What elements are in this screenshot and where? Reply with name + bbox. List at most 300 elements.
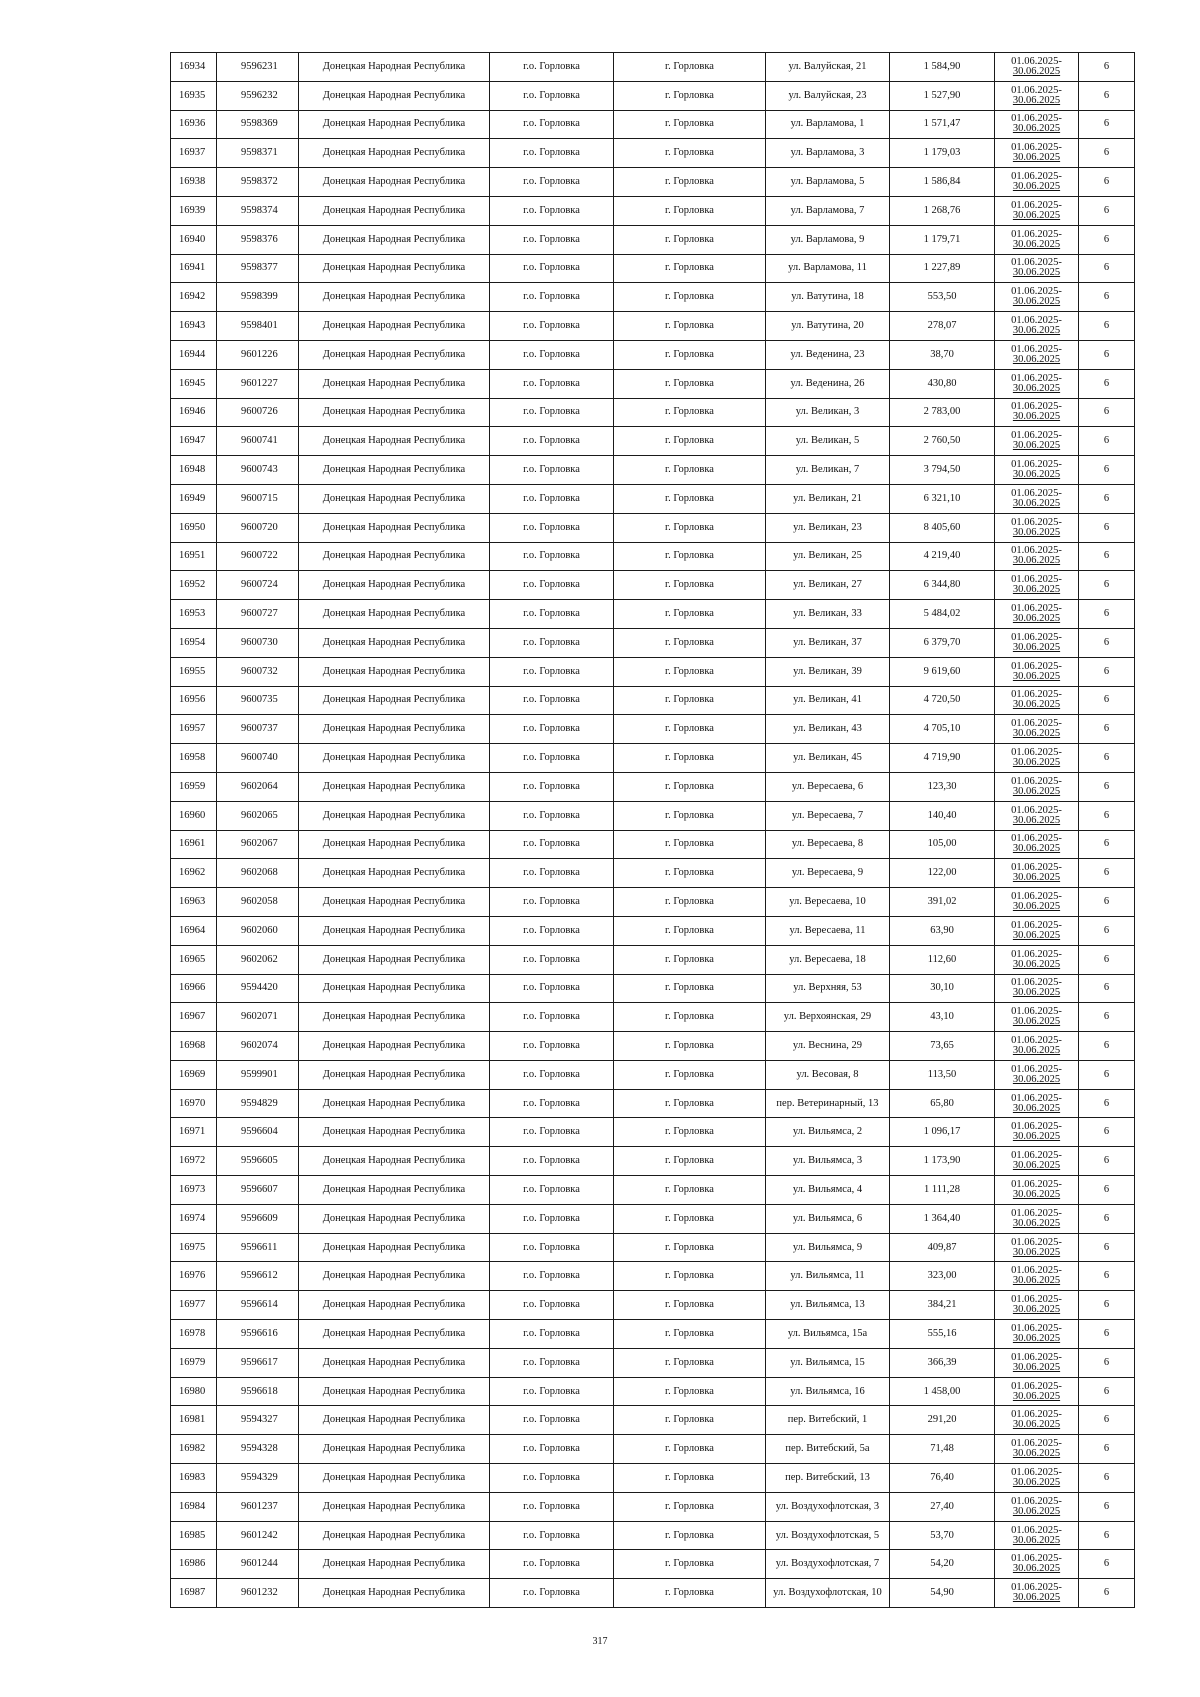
term-cell: 6 [1079,456,1135,485]
city-cell: г. Горловка [614,1579,766,1608]
object-code-cell: 9596609 [217,1204,299,1233]
district-cell: г.о. Горловка [490,600,614,629]
period-cell [995,254,1079,283]
address-cell: ул. Вильямса, 6 [766,1204,890,1233]
term-cell: 6 [1079,53,1135,82]
city-cell: г. Горловка [614,398,766,427]
district-cell: г.о. Горловка [490,1492,614,1521]
period-end: 30.06.2025 [1012,814,1061,826]
city-cell: г. Горловка [614,600,766,629]
object-code-cell: 9602064 [217,772,299,801]
table-row [171,628,1135,657]
period-cell [995,1060,1079,1089]
object-code-cell: 9602062 [217,945,299,974]
address-cell: ул. Весовая, 8 [766,1060,890,1089]
period-cell [995,600,1079,629]
term-cell: 6 [1079,1176,1135,1205]
object-code-cell: 9598376 [217,225,299,254]
region-cell: Донецкая Народная Республика [299,801,490,830]
value-cell: 27,40 [890,1492,995,1521]
period-end: 30.06.2025 [1012,411,1061,423]
period-end: 30.06.2025 [1012,382,1061,394]
term-cell: 6 [1079,139,1135,168]
term-cell: 6 [1079,1291,1135,1320]
table-row [171,571,1135,600]
row-number-cell: 16984 [171,1492,217,1521]
table-row [171,1118,1135,1147]
address-cell: ул. Великан, 37 [766,628,890,657]
region-cell: Донецкая Народная Республика [299,600,490,629]
address-cell: ул. Великан, 25 [766,542,890,571]
term-cell: 6 [1079,1032,1135,1061]
address-cell: ул. Воздухофлотская, 7 [766,1550,890,1579]
period-start: 01.06.2025- [1011,171,1062,183]
period-cell [995,1464,1079,1493]
value-cell: 1 571,47 [890,110,995,139]
region-cell: Донецкая Народная Республика [299,1579,490,1608]
row-number-cell: 16974 [171,1204,217,1233]
value-cell: 123,30 [890,772,995,801]
period-cell [995,1147,1079,1176]
value-cell: 76,40 [890,1464,995,1493]
object-code-cell: 9594327 [217,1406,299,1435]
period-start: 01.06.2025- [1011,545,1062,557]
period-end: 30.06.2025 [1012,670,1061,682]
period-cell [995,340,1079,369]
value-cell: 1 173,90 [890,1147,995,1176]
term-cell: 6 [1079,974,1135,1003]
table-row [171,1176,1135,1205]
period-cell [995,772,1079,801]
region-cell: Донецкая Народная Республика [299,1435,490,1464]
table-row [171,1147,1135,1176]
value-cell: 65,80 [890,1089,995,1118]
object-code-cell: 9599901 [217,1060,299,1089]
district-cell: г.о. Горловка [490,1118,614,1147]
value-cell: 1 584,90 [890,53,995,82]
address-cell: ул. Воздухофлотская, 5 [766,1521,890,1550]
city-cell: г. Горловка [614,484,766,513]
value-cell: 1 179,03 [890,139,995,168]
city-cell: г. Горловка [614,513,766,542]
period-start: 01.06.2025- [1011,1063,1062,1075]
object-code-cell: 9602067 [217,830,299,859]
table-row [171,686,1135,715]
table-row [171,1550,1135,1579]
address-cell: ул. Великан, 5 [766,427,890,456]
city-cell: г. Горловка [614,110,766,139]
row-number-cell: 16952 [171,571,217,600]
period-cell [995,456,1079,485]
region-cell: Донецкая Народная Республика [299,1118,490,1147]
address-cell: пер. Витебский, 1 [766,1406,890,1435]
region-cell: Донецкая Народная Республика [299,196,490,225]
row-number-cell: 16963 [171,888,217,917]
period-cell [995,916,1079,945]
period-cell [995,859,1079,888]
district-cell: г.о. Горловка [490,1060,614,1089]
address-cell: ул. Верхоянская, 29 [766,1003,890,1032]
region-cell: Донецкая Народная Республика [299,139,490,168]
row-number-cell: 16959 [171,772,217,801]
term-cell: 6 [1079,484,1135,513]
term-cell: 6 [1079,1320,1135,1349]
address-cell: ул. Воздухофлотская, 3 [766,1492,890,1521]
object-code-cell: 9594829 [217,1089,299,1118]
table-row [171,283,1135,312]
period-end: 30.06.2025 [1012,181,1061,193]
city-cell: г. Горловка [614,1406,766,1435]
district-cell: г.о. Горловка [490,974,614,1003]
value-cell: 4 720,50 [890,686,995,715]
object-code-cell: 9594420 [217,974,299,1003]
region-cell: Донецкая Народная Республика [299,110,490,139]
period-cell [995,1262,1079,1291]
table-row [171,772,1135,801]
value-cell: 73,65 [890,1032,995,1061]
address-cell: ул. Веденина, 26 [766,369,890,398]
period-cell [995,398,1079,427]
period-start: 01.06.2025- [1011,401,1062,413]
period-end: 30.06.2025 [1012,1476,1061,1488]
term-cell: 6 [1079,312,1135,341]
term-cell: 6 [1079,1204,1135,1233]
row-number-cell: 16958 [171,744,217,773]
period-cell [995,801,1079,830]
period-start: 01.06.2025- [1011,257,1062,269]
value-cell: 71,48 [890,1435,995,1464]
row-number-cell: 16953 [171,600,217,629]
district-cell: г.о. Горловка [490,1348,614,1377]
district-cell: г.о. Горловка [490,1147,614,1176]
object-code-cell: 9598374 [217,196,299,225]
district-cell: г.о. Горловка [490,340,614,369]
table-row [171,168,1135,197]
address-cell: ул. Вильямса, 15а [766,1320,890,1349]
district-cell: г.о. Горловка [490,1032,614,1061]
district-cell: г.о. Горловка [490,283,614,312]
object-code-cell: 9596604 [217,1118,299,1147]
city-cell: г. Горловка [614,916,766,945]
district-cell: г.о. Горловка [490,1579,614,1608]
region-cell: Донецкая Народная Республика [299,744,490,773]
address-cell: ул. Вересаева, 9 [766,859,890,888]
address-cell: ул. Великан, 27 [766,571,890,600]
address-cell: ул. Валуйская, 21 [766,53,890,82]
region-cell: Донецкая Народная Республика [299,1348,490,1377]
term-cell: 6 [1079,657,1135,686]
object-code-cell: 9601232 [217,1579,299,1608]
value-cell: 1 096,17 [890,1118,995,1147]
period-start: 01.06.2025- [1011,430,1062,442]
value-cell: 1 268,76 [890,196,995,225]
city-cell: г. Горловка [614,254,766,283]
city-cell: г. Горловка [614,1348,766,1377]
value-cell: 384,21 [890,1291,995,1320]
table-row [171,1291,1135,1320]
period-cell [995,513,1079,542]
period-start: 01.06.2025- [1011,487,1062,499]
object-code-cell: 9596617 [217,1348,299,1377]
row-number-cell: 16973 [171,1176,217,1205]
region-cell: Донецкая Народная Республика [299,772,490,801]
period-end: 30.06.2025 [1012,526,1061,538]
object-code-cell: 9600722 [217,542,299,571]
address-cell: ул. Великан, 21 [766,484,890,513]
term-cell: 6 [1079,1579,1135,1608]
period-cell [995,628,1079,657]
district-cell: г.о. Горловка [490,484,614,513]
district-cell: г.о. Горловка [490,513,614,542]
district-cell: г.о. Горловка [490,369,614,398]
term-cell: 6 [1079,1118,1135,1147]
city-cell: г. Горловка [614,1118,766,1147]
period-end: 30.06.2025 [1012,699,1061,711]
address-cell: ул. Веденина, 23 [766,340,890,369]
value-cell: 5 484,02 [890,600,995,629]
term-cell: 6 [1079,110,1135,139]
period-end: 30.06.2025 [1012,1131,1061,1143]
region-cell: Донецкая Народная Республика [299,254,490,283]
table-row [171,1089,1135,1118]
period-cell [995,484,1079,513]
period-start: 01.06.2025- [1011,1236,1062,1248]
district-cell: г.о. Горловка [490,254,614,283]
row-number-cell: 16946 [171,398,217,427]
period-start: 01.06.2025- [1011,919,1062,931]
district-cell: г.о. Горловка [490,139,614,168]
period-end: 30.06.2025 [1012,1390,1061,1402]
address-cell: ул. Великан, 41 [766,686,890,715]
period-end: 30.06.2025 [1012,929,1061,941]
period-end: 30.06.2025 [1012,1016,1061,1028]
district-cell: г.о. Горловка [490,456,614,485]
region-cell: Донецкая Народная Республика [299,513,490,542]
object-code-cell: 9596605 [217,1147,299,1176]
period-cell [995,81,1079,110]
table-row [171,1348,1135,1377]
period-start: 01.06.2025- [1011,1438,1062,1450]
row-number-cell: 16982 [171,1435,217,1464]
table-row [171,484,1135,513]
row-number-cell: 16960 [171,801,217,830]
table-row [171,254,1135,283]
address-cell: ул. Вересаева, 7 [766,801,890,830]
table-row [171,1406,1135,1435]
term-cell: 6 [1079,945,1135,974]
object-code-cell: 9600737 [217,715,299,744]
period-start: 01.06.2025- [1011,603,1062,615]
value-cell: 54,90 [890,1579,995,1608]
table-row [171,1233,1135,1262]
city-cell: г. Горловка [614,1320,766,1349]
value-cell: 140,40 [890,801,995,830]
table-body [171,53,1135,1608]
object-code-cell: 9600740 [217,744,299,773]
region-cell: Донецкая Народная Республика [299,1089,490,1118]
value-cell: 30,10 [890,974,995,1003]
district-cell: г.о. Горловка [490,888,614,917]
city-cell: г. Горловка [614,859,766,888]
table-row [171,139,1135,168]
period-cell [995,715,1079,744]
value-cell: 4 219,40 [890,542,995,571]
term-cell: 6 [1079,686,1135,715]
table-row [171,1464,1135,1493]
period-start: 01.06.2025- [1011,343,1062,355]
value-cell: 1 111,28 [890,1176,995,1205]
region-cell: Донецкая Народная Республика [299,1291,490,1320]
address-cell: ул. Варламова, 5 [766,168,890,197]
city-cell: г. Горловка [614,456,766,485]
region-cell: Донецкая Народная Республика [299,888,490,917]
period-end: 30.06.2025 [1012,1275,1061,1287]
object-code-cell: 9600730 [217,628,299,657]
district-cell: г.о. Горловка [490,859,614,888]
term-cell: 6 [1079,398,1135,427]
table-row [171,715,1135,744]
district-cell: г.о. Горловка [490,312,614,341]
city-cell: г. Горловка [614,830,766,859]
region-cell: Донецкая Народная Республика [299,53,490,82]
object-code-cell: 9601237 [217,1492,299,1521]
region-cell: Донецкая Народная Республика [299,1147,490,1176]
period-end: 30.06.2025 [1012,641,1061,653]
period-end: 30.06.2025 [1012,757,1061,769]
region-cell: Донецкая Народная Республика [299,1377,490,1406]
region-cell: Донецкая Народная Республика [299,340,490,369]
value-cell: 1 364,40 [890,1204,995,1233]
object-code-cell: 9594329 [217,1464,299,1493]
city-cell: г. Горловка [614,1291,766,1320]
term-cell: 6 [1079,600,1135,629]
period-start: 01.06.2025- [1011,372,1062,384]
row-number-cell: 16948 [171,456,217,485]
term-cell: 6 [1079,283,1135,312]
region-cell: Донецкая Народная Республика [299,484,490,513]
value-cell: 54,20 [890,1550,995,1579]
period-cell [995,1233,1079,1262]
address-cell: пер. Витебский, 13 [766,1464,890,1493]
address-cell: ул. Вильямса, 16 [766,1377,890,1406]
region-cell: Донецкая Народная Республика [299,830,490,859]
row-number-cell: 16972 [171,1147,217,1176]
city-cell: г. Горловка [614,1147,766,1176]
city-cell: г. Горловка [614,1377,766,1406]
value-cell: 1 527,90 [890,81,995,110]
term-cell: 6 [1079,340,1135,369]
table-row [171,110,1135,139]
period-cell [995,1204,1079,1233]
term-cell: 6 [1079,225,1135,254]
object-code-cell: 9596232 [217,81,299,110]
district-cell: г.о. Горловка [490,830,614,859]
region-cell: Донецкая Народная Республика [299,1464,490,1493]
table-row [171,888,1135,917]
address-cell: ул. Вересаева, 18 [766,945,890,974]
term-cell: 6 [1079,1492,1135,1521]
period-end: 30.06.2025 [1012,1563,1061,1575]
row-number-cell: 16939 [171,196,217,225]
row-number-cell: 16945 [171,369,217,398]
data-table [170,52,1135,1608]
district-cell: г.о. Горловка [490,1262,614,1291]
row-number-cell: 16977 [171,1291,217,1320]
district-cell: г.о. Горловка [490,772,614,801]
period-start: 01.06.2025- [1011,84,1062,96]
row-number-cell: 16971 [171,1118,217,1147]
object-code-cell: 9601226 [217,340,299,369]
table-row [171,657,1135,686]
city-cell: г. Горловка [614,571,766,600]
table-row [171,340,1135,369]
term-cell: 6 [1079,801,1135,830]
address-cell: ул. Вильямса, 3 [766,1147,890,1176]
table-row [171,81,1135,110]
district-cell: г.о. Горловка [490,168,614,197]
period-cell [995,1032,1079,1061]
row-number-cell: 16980 [171,1377,217,1406]
row-number-cell: 16941 [171,254,217,283]
city-cell: г. Горловка [614,1089,766,1118]
row-number-cell: 16935 [171,81,217,110]
table-row [171,744,1135,773]
period-cell [995,657,1079,686]
object-code-cell: 9600735 [217,686,299,715]
period-end: 30.06.2025 [1012,728,1061,740]
value-cell: 8 405,60 [890,513,995,542]
value-cell: 278,07 [890,312,995,341]
period-start: 01.06.2025- [1011,1207,1062,1219]
row-number-cell: 16987 [171,1579,217,1608]
object-code-cell: 9601227 [217,369,299,398]
address-cell: ул. Воздухофлотская, 10 [766,1579,890,1608]
address-cell: ул. Верхняя, 53 [766,974,890,1003]
region-cell: Донецкая Народная Республика [299,398,490,427]
period-end: 30.06.2025 [1012,584,1061,596]
table-row [171,600,1135,629]
term-cell: 6 [1079,1089,1135,1118]
period-cell [995,1320,1079,1349]
row-number-cell: 16962 [171,859,217,888]
address-cell: ул. Вильямса, 4 [766,1176,890,1205]
row-number-cell: 16949 [171,484,217,513]
term-cell: 6 [1079,859,1135,888]
period-cell [995,168,1079,197]
table-row [171,945,1135,974]
page-number: 317 [592,1636,608,1647]
city-cell: г. Горловка [614,1435,766,1464]
district-cell: г.о. Горловка [490,1003,614,1032]
address-cell: ул. Великан, 3 [766,398,890,427]
district-cell: г.о. Горловка [490,81,614,110]
term-cell: 6 [1079,571,1135,600]
row-number-cell: 16981 [171,1406,217,1435]
city-cell: г. Горловка [614,1262,766,1291]
district-cell: г.о. Горловка [490,945,614,974]
period-cell [995,571,1079,600]
region-cell: Донецкая Народная Республика [299,1003,490,1032]
district-cell: г.о. Горловка [490,657,614,686]
object-code-cell: 9594328 [217,1435,299,1464]
period-start: 01.06.2025- [1011,689,1062,701]
period-end: 30.06.2025 [1012,353,1061,365]
value-cell: 291,20 [890,1406,995,1435]
term-cell: 6 [1079,1521,1135,1550]
period-start: 01.06.2025- [1011,660,1062,672]
value-cell: 105,00 [890,830,995,859]
period-start: 01.06.2025- [1011,1524,1062,1536]
